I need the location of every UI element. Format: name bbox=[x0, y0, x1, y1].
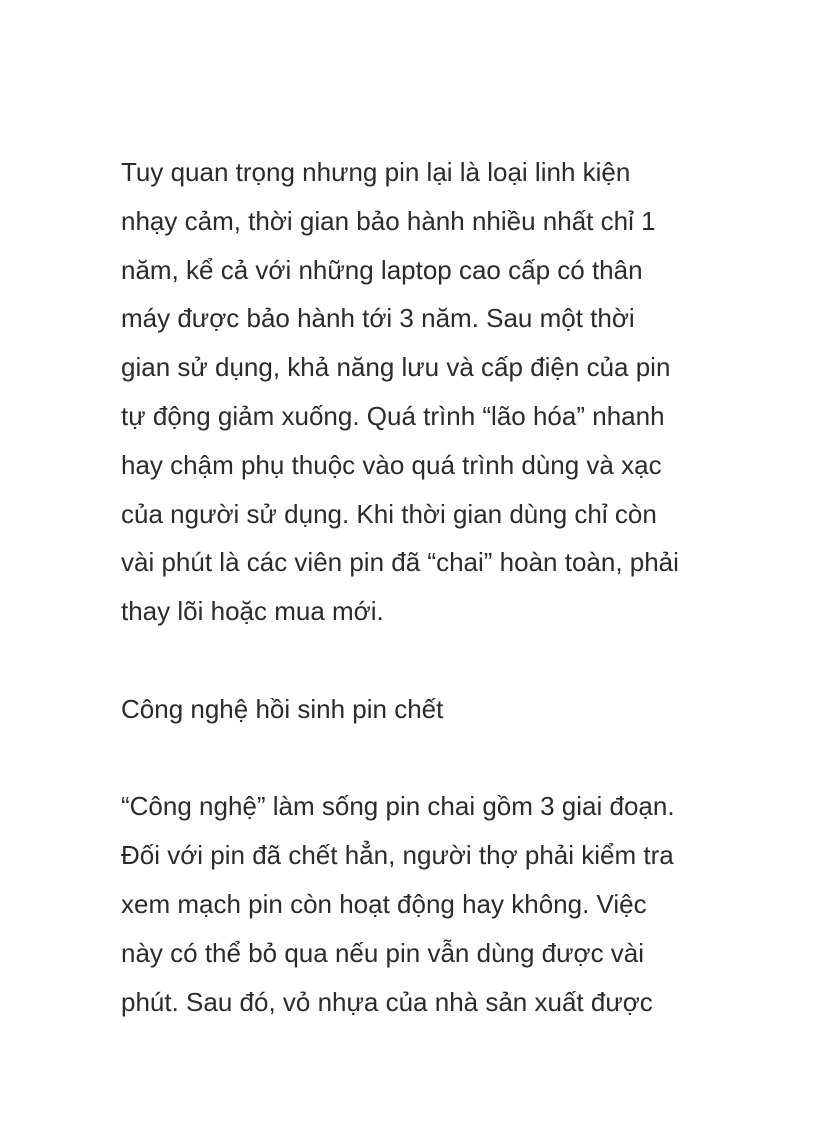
paragraph-battery-lifespan bbox=[121, 148, 721, 636]
text-line: nhạy cảm, thời gian bảo hành nhiều nhất chỉ 1 bbox=[121, 205, 656, 236]
document-body bbox=[121, 148, 721, 1026]
text-line: phút. Sau đó, vỏ nhựa của nhà sản xuất được bbox=[121, 986, 653, 1017]
text-line: này có thể bỏ qua nếu pin vẫn dùng được vài bbox=[121, 937, 645, 968]
section-heading-text: Công nghệ hồi sinh pin chết bbox=[121, 693, 444, 724]
text-line: xem mạch pin còn hoạt động hay không. Việc bbox=[121, 888, 647, 919]
text-line: hay chậm phụ thuộc vào quá trình dùng và xạc bbox=[121, 449, 662, 480]
text-line: của người sử dụng. Khi thời gian dùng chỉ còn bbox=[121, 498, 657, 529]
text-line: Đối với pin đã chết hẳn, người thợ phải kiểm tra bbox=[121, 840, 674, 871]
text-line: thay lõi hoặc mua mới. bbox=[121, 596, 384, 627]
paragraph-spacer bbox=[121, 636, 721, 685]
text-line: gian sử dụng, khả năng lưu và cấp điện của pin bbox=[121, 352, 671, 383]
text-line: “Công nghệ” làm sống pin chai gồm 3 giai đoạn. bbox=[121, 791, 675, 822]
text-line: Tuy quan trọng nhưng pin lại là loại linh kiện bbox=[121, 157, 631, 187]
text-line: vài phút là các viên pin đã “chai” hoàn toàn, phải bbox=[121, 547, 679, 578]
paragraph-spacer bbox=[121, 734, 721, 783]
paragraph-revival-technology bbox=[121, 782, 721, 1026]
text-line: máy được bảo hành tới 3 năm. Sau một thời bbox=[121, 303, 635, 334]
text-line: năm, kể cả với những laptop cao cấp có thân bbox=[121, 254, 643, 285]
text-line: tự động giảm xuống. Quá trình “lão hóa” nhanh bbox=[121, 400, 665, 431]
section-heading bbox=[121, 685, 721, 734]
